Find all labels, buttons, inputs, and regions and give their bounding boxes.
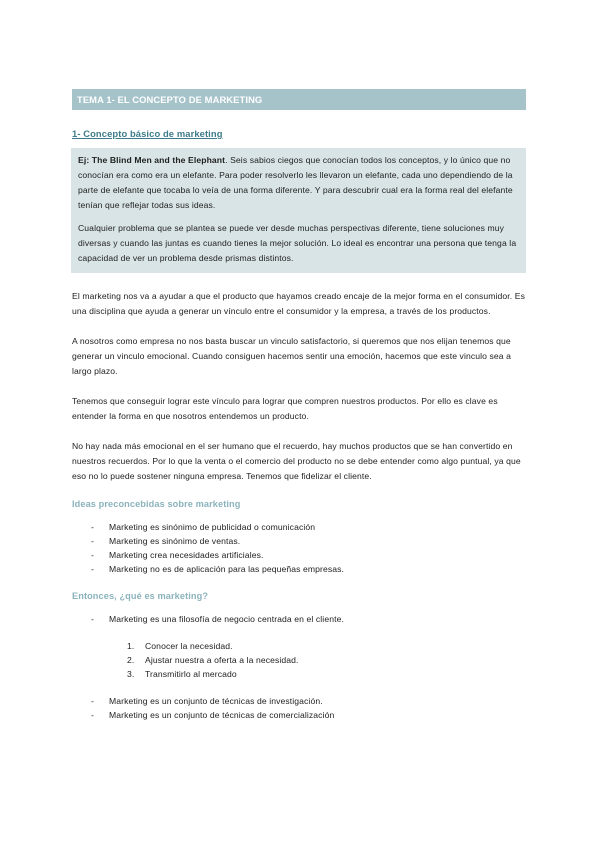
- list-item: - Marketing crea necesidades artificiales.: [72, 548, 526, 562]
- step-item: [72, 667, 526, 681]
- definition-list: [72, 612, 526, 626]
- example-paragraph: [78, 153, 518, 213]
- body-paragraph: No hay nada más emocional en el ser humano que el recuerdo, hay muchos productos que se han convertido en nuestros recuerdos. Por lo que la venta o el comercio del producto no se debe entender como algo puntual, ya que eso no lo puede sostener ninguna empresa. Tenemos que fidelizar el cliente.: [72, 441, 521, 481]
- section-title: 1- Concepto básico de marketing: [72, 128, 223, 139]
- step-number: 1.: [127, 641, 135, 651]
- body-paragraph: Tenemos que conseguir lograr este vínculo para lograr que compren nuestros productos. Por ello es clave es entender la forma en que nosotros entendemos un producto.: [72, 396, 498, 421]
- step-text: Ajustar nuestra a oferta a la necesidad.: [145, 655, 299, 665]
- example-conclusion: Cualquier problema que se plantea se puede ver desde muchas perspectivas diferente, tiene soluciones muy diversas y cuando las juntas es cuando tienes la mejor solución. Lo ideal es encontrar una persona que tenga la capacidad de ver un problema desde prismas distintos.: [78, 223, 517, 263]
- topic-header-bar: [72, 89, 526, 110]
- step-number: 2.: [127, 655, 135, 665]
- definition-list-more: [72, 694, 526, 722]
- example-colon: :: [86, 155, 92, 165]
- list-item: - Marketing es una filosofía de negocio centrada en el cliente.: [72, 612, 526, 626]
- list-item: - Marketing no es de aplicación para las pequeñas empresas.: [72, 562, 526, 576]
- step-item: [72, 639, 526, 653]
- list-item: - Marketing es un conjunto de técnicas de investigación.: [72, 694, 526, 708]
- body-paragraph: A nosotros como empresa no nos basta buscar un vinculo satisfactorio, si queremos que nos elijan tenemos que generar un vinculo emocional. Cuando consiguen hacemos sentir una emoción, hacemos que este vinculo sea a largo plazo.: [72, 336, 512, 376]
- step-number: 3.: [127, 669, 135, 679]
- list-item: - Marketing es sinónimo de ventas.: [72, 534, 526, 548]
- example-label: Ej: [78, 155, 87, 165]
- list-item: - Marketing es un conjunto de técnicas de comercialización: [72, 708, 526, 722]
- list-item: - Marketing es sinónimo de publicidad o comunicación: [72, 520, 526, 534]
- body-paragraph: El marketing nos va a ayudar a que el producto que hayamos creado encaje de la mejor forma en el consumidor. Es una disciplina que ayuda a generar un vínculo entre el consumidor y la empresa, a través de los productos.: [72, 291, 525, 316]
- document-page: [72, 89, 526, 737]
- topic-title: TEMA 1- EL CONCEPTO DE MARKETING: [77, 94, 263, 105]
- ideas-heading: Ideas preconcebidas sobre marketing: [72, 499, 241, 509]
- entonces-heading: Entonces, ¿qué es marketing?: [72, 591, 209, 601]
- example-text: . Seis sabios ciegos que conocían todos los conceptos, y lo único que no conocían era como era un elefante. Para poder resolverlo les llevaron un elefante, cada uno dependiendo de la parte de elefante que tocaba lo veía de una forma diferente. Y para descubrir cual era la forma real del elefante tenían que reflejar todas sus ideas.: [78, 155, 513, 210]
- ideas-list: [72, 520, 526, 576]
- example-box: [71, 148, 526, 273]
- step-text: Transmitirlo al mercado: [145, 669, 237, 679]
- step-item: [72, 653, 526, 667]
- example-title: The Blind Men and the Elephant: [91, 155, 226, 165]
- step-text: Conocer la necesidad.: [145, 641, 233, 651]
- steps-list: [72, 639, 526, 681]
